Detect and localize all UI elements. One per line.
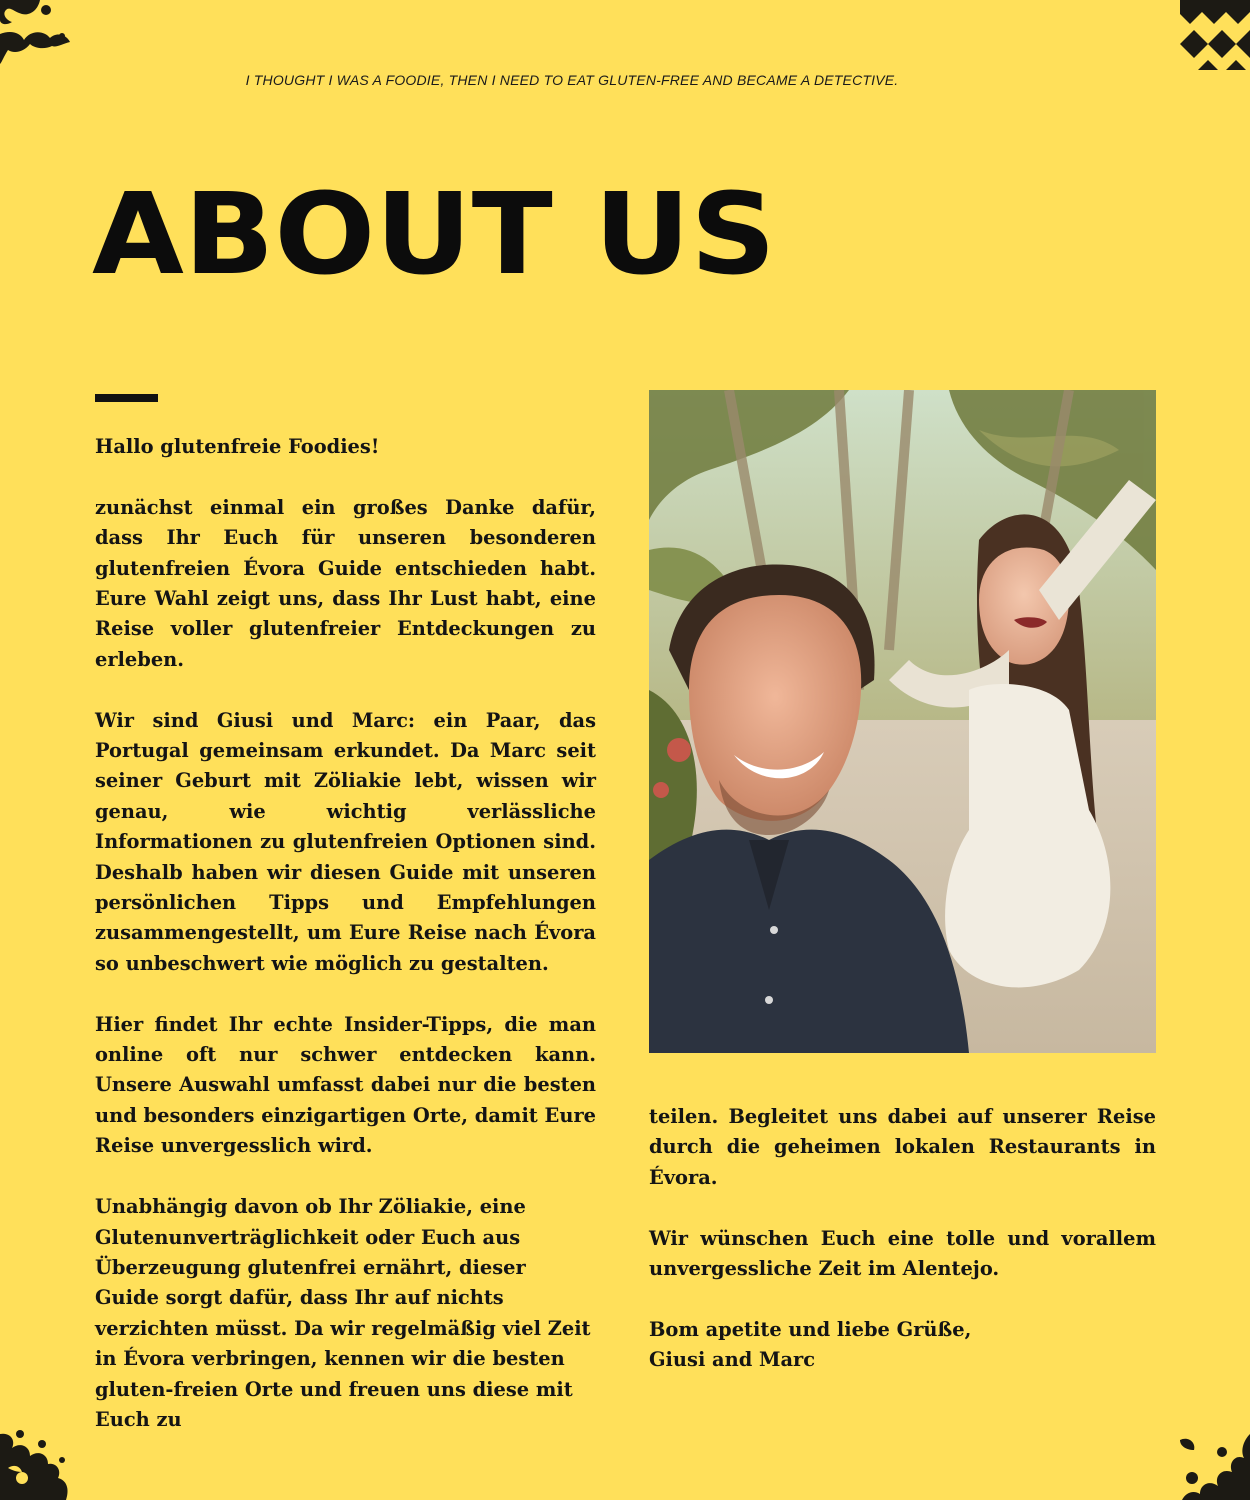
greeting: Hallo glutenfreie Foodies! — [95, 435, 380, 458]
tagline: I THOUGHT I WAS A FOODIE, THEN I NEED TO EAT GLUTEN-FREE AND BECAME A DETECTIVE. — [245, 72, 899, 88]
intro-paragraph: zunächst einmal ein großes Danke dafür, dass Ihr Euch für unseren besonderen glutenfreien Évora Guide entschieden habt. Eure Wahl zeigt uns, dass Ihr Lust habt, eine Reise voller glutenfreier Entdeckungen zu erleben. — [95, 495, 596, 671]
about-paragraph: Wir sind Giusi und Marc: ein Paar, das Portugal gemeinsam erkundet. Da Marc seit seiner Geburt mit Zöliakie lebt, wissen wir genau, wie wichtig verlässliche Informationen zu glutenfreien Optionen sind. Deshalb haben wir diesen Guide mit unseren persönlichen Tipps und Empfehlungen zusammengestellt, um Eure Reise nach Évora so unbeschwert wie möglich zu gestalten. — [95, 708, 596, 975]
insider-tips-paragraph: Hier findet Ihr echte Insider-Tipps, die man online oft nur schwer entdecken kann. Unsere Auswahl umfasst dabei nur die besten und besonders einzigartigen Orte, damit Eure Reise unvergesslich wird. — [95, 1012, 596, 1158]
title-divider — [95, 394, 158, 402]
wishes-paragraph: Wir wünschen Euch eine tolle und vorallem unvergessliche Zeit im Alentejo. — [649, 1226, 1156, 1281]
couple-selfie-photo — [649, 390, 1156, 1053]
celiac-paragraph: Unabhängig davon ob Ihr Zöliakie, eine Glutenunverträglichkeit oder Euch aus Überzeugung glutenfrei ernährt, dieser Guide sorgt dafür, dass Ihr auf nichts verzichten müsst. Da wir regelmäßig viel Zeit in Évora verbringen, kennen wir die besten gluten-freien Orte und freuen uns diese mit Euch zu — [95, 1195, 591, 1431]
left-text-column — [95, 432, 596, 1435]
corner-ornament-bottom-left-icon — [0, 1428, 72, 1500]
couple-selfie-illustration — [649, 390, 1156, 1053]
continuation-paragraph: teilen. Begleitet uns dabei auf unserer Reise durch die geheimen lokalen Restaurants in Évora. — [649, 1105, 1156, 1189]
corner-ornament-top-right-icon — [1180, 0, 1250, 70]
signature: Giusi and Marc — [649, 1348, 816, 1372]
corner-ornament-bottom-right-icon — [1172, 1426, 1250, 1500]
closing-text: Bom apetite und liebe Grüße, — [649, 1317, 972, 1341]
closing-line — [649, 1315, 1156, 1376]
right-text-column — [649, 1102, 1156, 1376]
page-title: ABOUT US — [92, 170, 776, 300]
corner-ornament-top-left-icon — [0, 0, 80, 70]
